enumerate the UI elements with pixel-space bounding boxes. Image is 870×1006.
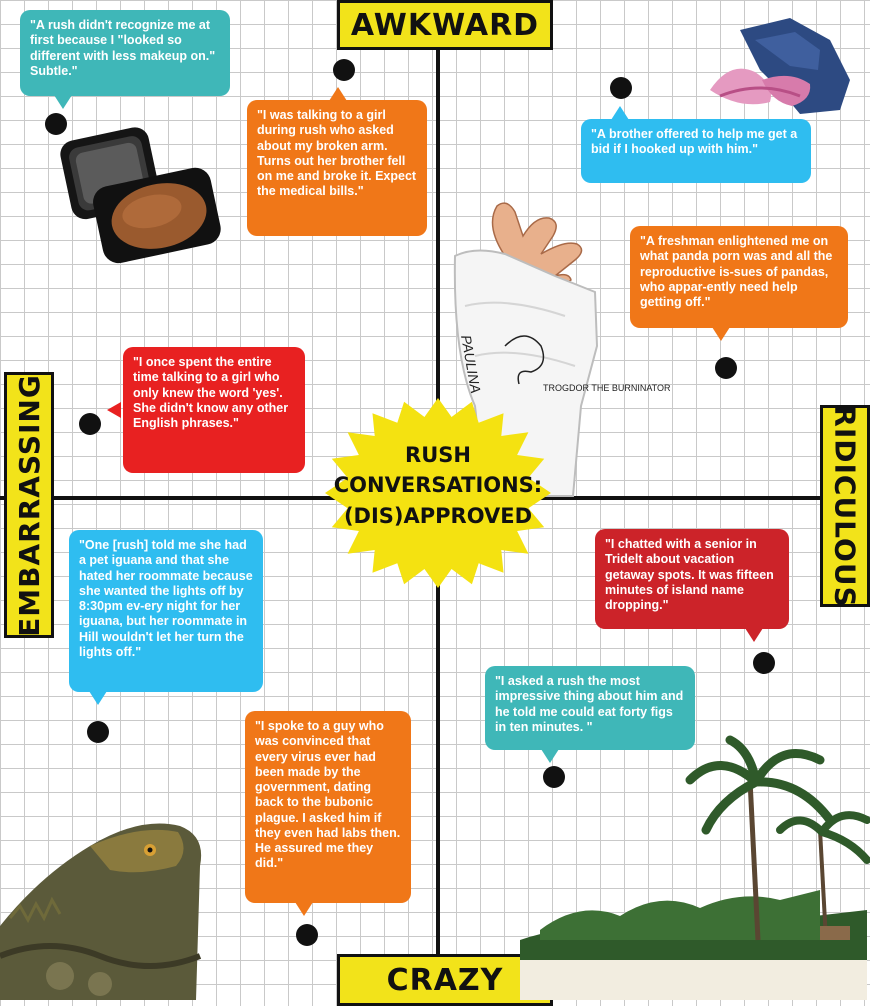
quote-virus: "I spoke to a guy who was convinced that every virus ever had been made by the government, dating back to the bubonic plague. I asked him if they even had labs then. He assured me they did.": [245, 711, 411, 903]
quote-makeup: "A rush didn't recognize me at first because I "looked so different with less makeup on." Subtle.": [20, 10, 230, 96]
cast-doodle-text: TROGDOR THE BURNINATOR: [543, 383, 671, 393]
axis-label-crazy: CRAZY: [337, 954, 553, 1006]
iguana-image: [0, 806, 210, 1000]
compact-makeup-image: [62, 118, 232, 268]
marker-yes: [79, 413, 101, 435]
island-image: [520, 740, 867, 1000]
marker-panda: [715, 357, 737, 379]
quote-tridelt: "I chatted with a senior in Tridelt about vacation getaway spots. It was fifteen minutes of island name dropping.": [595, 529, 789, 629]
marker-tridelt: [753, 652, 775, 674]
cast-name-text: PAULINA: [458, 333, 485, 395]
marker-makeup: [45, 113, 67, 135]
marker-broken-arm: [333, 59, 355, 81]
quote-brother-bid: "A brother offered to help me get a bid if I hooked up with him.": [581, 119, 811, 183]
marker-brother-bid: [610, 77, 632, 99]
marker-virus: [296, 924, 318, 946]
quote-iguana: "One [rush] told me she had a pet iguana and that she hated her roommate because she wanted the lights off by 8:30pm ev-ery night for her iguana, but her roommate in Hill wouldn't let her turn the lights off.": [69, 530, 263, 692]
axis-label-awkward: AWKWARD: [337, 0, 553, 50]
axis-label-embarrassing: EMBARRASSING: [4, 372, 54, 638]
center-title: RUSH CONVERSATIONS: (DIS)APPROVED: [333, 443, 543, 528]
marker-figs: [543, 766, 565, 788]
quote-figs: "I asked a rush the most impressive thing about him and he told me could eat forty figs in ten minutes. ": [485, 666, 695, 750]
quote-yes: "I once spent the entire time talking to a girl who only knew the word 'yes'. She didn't know any other English phrases.": [123, 347, 305, 473]
marker-iguana: [87, 721, 109, 743]
quote-panda: "A freshman enlightened me on what panda porn was and all the reproductive is-sues of pandas, who appar-ently need help getting off.": [630, 226, 848, 328]
axis-label-ridiculous: RIDICULOUS: [820, 405, 870, 607]
quote-broken-arm: "I was talking to a girl during rush who asked about my broken arm. Turns out her brother fell on me and broke it. Expect the medical bills.": [247, 100, 427, 236]
jeans-image: [700, 10, 860, 122]
